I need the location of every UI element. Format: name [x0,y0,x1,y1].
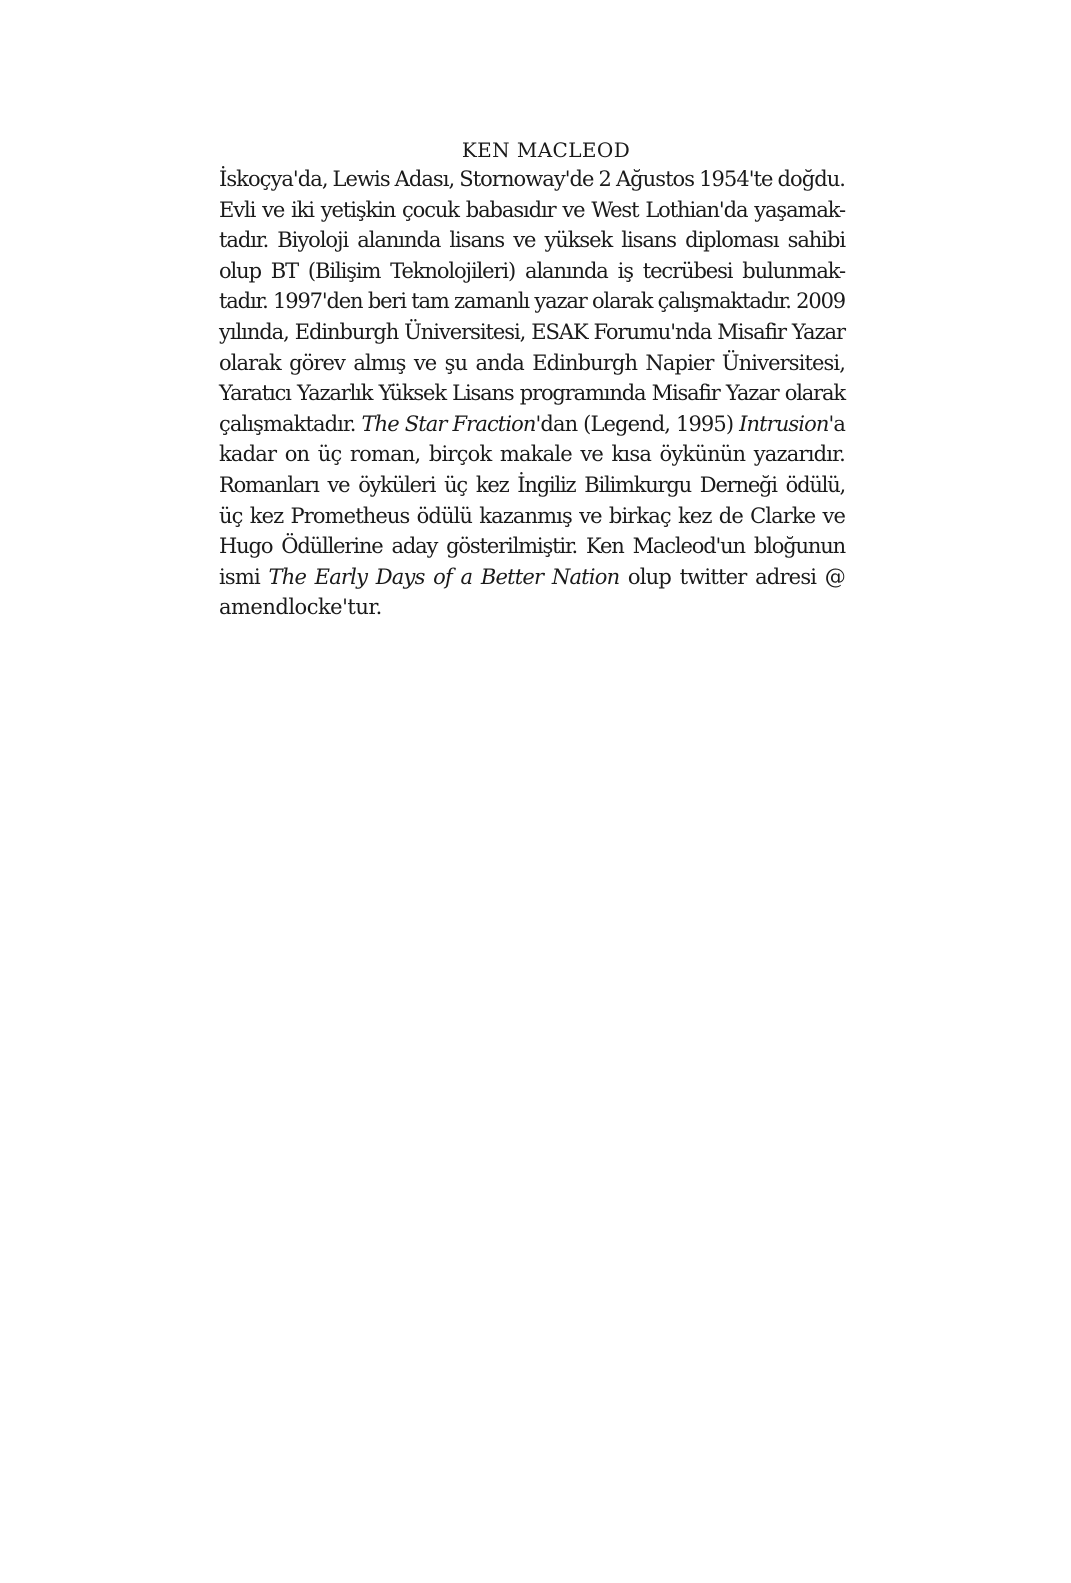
bio-line: üç kez Prometheus ödülü kazanmış ve birkaç kez de Clarke ve [219,503,845,528]
author-biography [219,164,845,623]
bio-text: 'a [828,411,845,436]
bio-line: Yaratıcı Yazarlık Yüksek Lisans programında Misafir Yazar olarak [219,381,845,406]
bio-line: olup BT (Bilişim Teknolojileri) alanında iş tecrübesi bulunmak- [219,258,845,283]
bio-text: ismi [219,564,269,589]
bio-line [219,409,845,440]
bio-line: tadır. Biyoloji alanında lisans ve yüksek lisans diploması sahibi [219,228,845,253]
bio-line [219,562,845,593]
bio-text: olup twitter adresi @ [619,564,846,589]
bio-line: olarak görev almış ve şu anda Edinburgh Napier Üniversitesi, [219,350,845,375]
author-bio-section [219,136,845,623]
bio-line: İskoçya'da, Lewis Adası, Stornoway'de 2 Ağustos 1954'te doğdu. [219,167,845,191]
bio-line: Evli ve iki yetişkin çocuk babasıdır ve West Lothian'da yaşamak- [219,197,845,222]
bio-text: çalışmaktadır. [219,411,362,436]
bio-line: yılında, Edinburgh Üniversitesi, ESAK Forumu'nda Misafir Yazar [219,319,845,344]
bio-line: kadar on üç roman, birçok makale ve kısa öykünün yazarıdır. [219,442,845,467]
bio-line: Hugo Ödüllerine aday gösterilmiştir. Ken Macleod'un bloğunun [219,534,845,559]
bio-line: tadır. 1997'den beri tam zamanlı yazar olarak çalışmaktadır. 2009 [219,289,845,314]
blog-title: The Early Days of a Better Nation [268,564,620,589]
bio-line: Romanları ve öyküleri üç kez İngiliz Bilimkurgu Derneği ödülü, [219,472,845,497]
book-title-intrusion: Intrusion [739,411,829,436]
book-title-the-star-fraction: The Star Fraction [361,411,536,436]
bio-text: 'dan (Legend, 1995) [535,411,740,436]
bio-line: amendlocke'tur. [219,595,382,620]
author-name-heading: KEN MACLEOD [461,138,631,162]
